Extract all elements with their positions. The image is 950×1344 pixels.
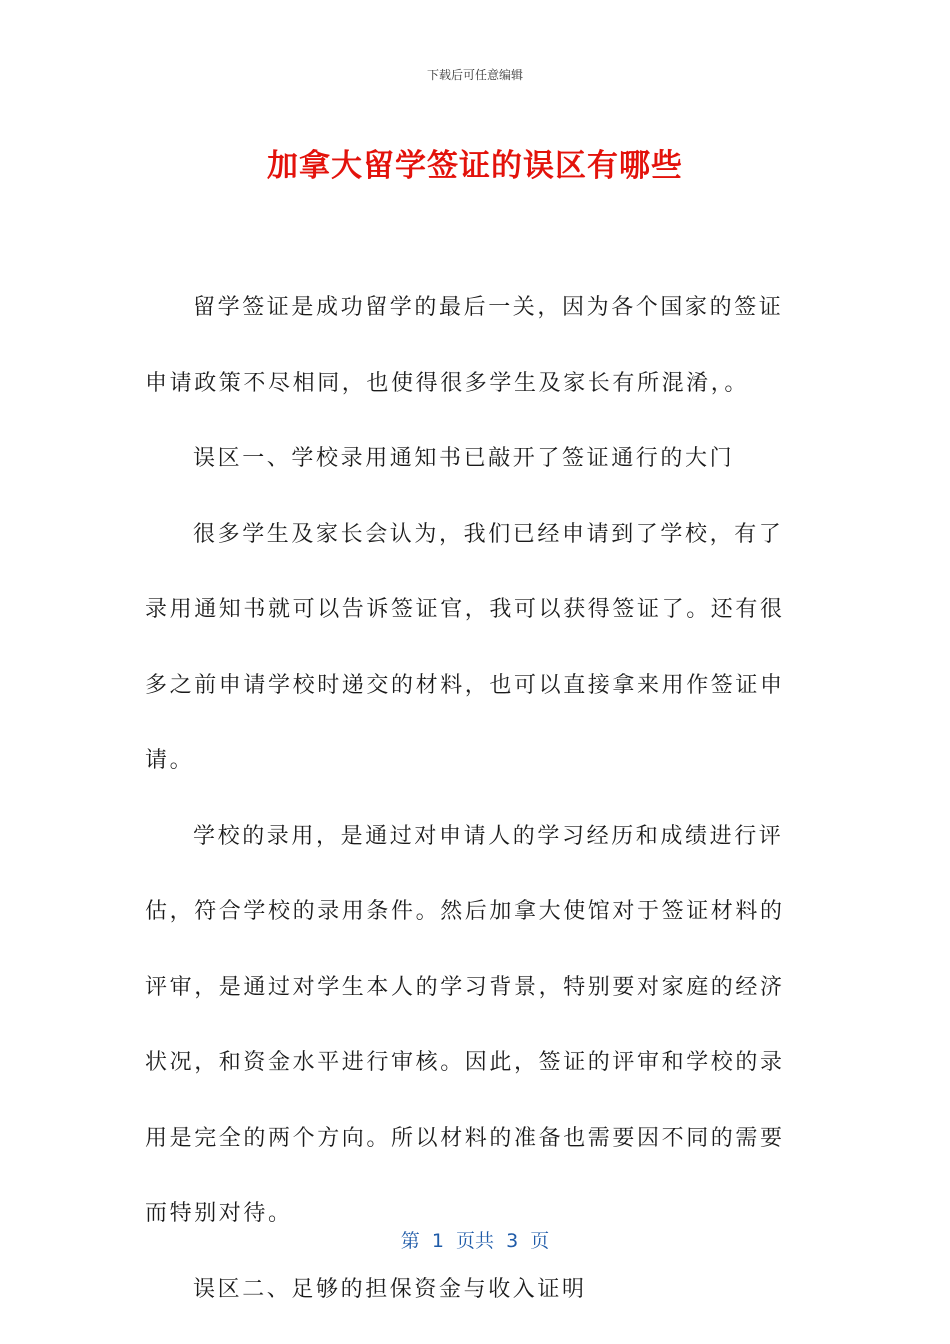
document-body — [145, 270, 805, 1327]
section-heading-myth-2: 误区二、足够的担保资金与收入证明 — [193, 1276, 587, 1302]
page-number-footer: 第 1 页共 3 页 — [400, 1230, 550, 1252]
paragraph-intro: 留学签证是成功留学的最后一关，因为各个国家的签证申请政策不尽相同，也使得很多学生及家长有所混淆，。 — [145, 295, 784, 396]
paragraph-myth-1-b: 学校的录用，是通过对申请人的学习经历和成绩进行评估，符合学校的录用条件。然后加拿大使馆对于签证材料的评审，是通过对学生本人的学习背景，特别要对家庭的经济状况，和资金水平进行审核。因此，签证的评审和学校的录用是完全的两个方向。所以材料的准备也需要因不同的需要而特别对待。 — [145, 823, 785, 1226]
page-header-note: 下载后可任意编辑 — [426, 68, 523, 82]
paragraph-myth-1-a: 很多学生及家长会认为，我们已经申请到了学校，有了录用通知书就可以告诉签证官，我可以获得签证了。还有很多之前申请学校时递交的材料，也可以直接拿来用作签证申请。 — [145, 521, 785, 773]
section-heading-myth-1: 误区一、学校录用通知书已敲开了签证通行的大门 — [193, 446, 735, 471]
document-title: 加拿大留学签证的误区有哪些 — [267, 148, 683, 184]
